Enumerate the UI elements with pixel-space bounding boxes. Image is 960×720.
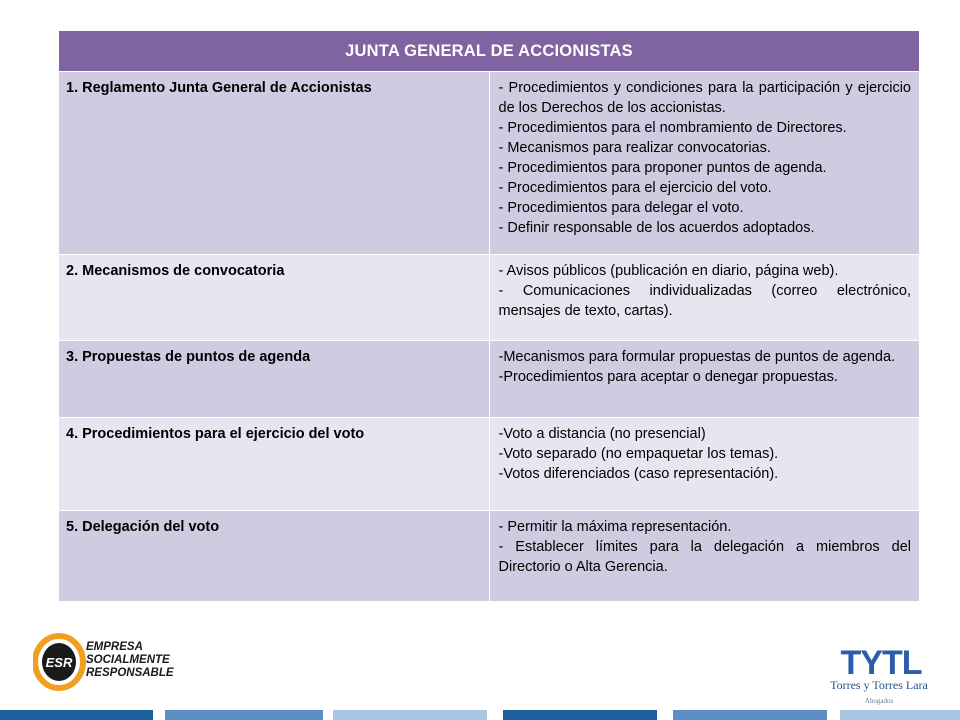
row-label: 5. Delegación del voto [59,511,490,602]
tytl-name: Torres y Torres Lara [830,678,928,692]
row-items [489,255,920,341]
list-item: - Procedimientos para el nombramiento de Directores. [498,120,847,136]
footer-bar [840,710,960,720]
esr-line: RESPONSABLE [86,667,174,679]
tytl-subtitle: Abogados [864,697,894,705]
list-item: - Procedimientos para el ejercicio del voto. [498,180,772,196]
list-item: -Voto a distancia (no presencial) [498,426,706,442]
table-row [59,418,920,511]
esr-wordmark [86,641,174,680]
list-item: - Definir responsable de los acuerdos adoptados. [498,220,815,236]
table-row [59,72,920,255]
esr-line: SOCIALMENTE [86,654,170,666]
row-label: 2. Mecanismos de convocatoria [59,255,490,341]
row-label: 3. Propuestas de puntos de agenda [59,341,490,418]
list-item: - Comunicaciones individualizadas (correo electrónico, mensajes de texto, cartas). [498,283,911,319]
footer-bar [503,710,657,720]
list-item: -Mecanismos para formular propuestas de puntos de agenda. [498,349,896,365]
footer-bar [0,710,153,720]
footer-bar [165,710,323,720]
list-item: - Mecanismos para realizar convocatorias. [498,140,771,156]
table-title: JUNTA GENERAL DE ACCIONISTAS [59,31,920,72]
row-items [489,418,920,511]
list-item: - Permitir la máxima representación. [498,519,732,535]
list-item: -Procedimientos para aceptar o denegar propuestas. [498,369,838,385]
list-item: - Establecer límites para la delegación a miembros del Directorio o Alta Gerencia. [498,539,911,575]
esr-mark: ESR [45,655,73,670]
list-item: - Procedimientos y condiciones para la participación y ejercicio de los Derechos de los accionistas. [498,80,911,116]
row-label: 4. Procedimientos para el ejercicio del voto [59,418,490,511]
row-items [489,72,920,255]
governance-table [58,30,920,602]
table-row [59,341,920,418]
footer-bar [673,710,827,720]
list-item: -Votos diferenciados (caso representación). [498,466,779,482]
list-item: -Voto separado (no empaquetar los temas). [498,446,779,462]
tytl-mark: TYTL [840,644,922,682]
row-label: 1. Reglamento Junta General de Accionistas [59,72,490,255]
table-row [59,511,920,602]
list-item: - Avisos públicos (publicación en diario, página web). [498,263,839,279]
table-row [59,255,920,341]
row-items [489,341,920,418]
list-item: - Procedimientos para delegar el voto. [498,200,744,216]
row-items [489,511,920,602]
list-item: - Procedimientos para proponer puntos de agenda. [498,160,827,176]
footer-bar [333,710,487,720]
esr-line: EMPRESA [86,641,143,653]
